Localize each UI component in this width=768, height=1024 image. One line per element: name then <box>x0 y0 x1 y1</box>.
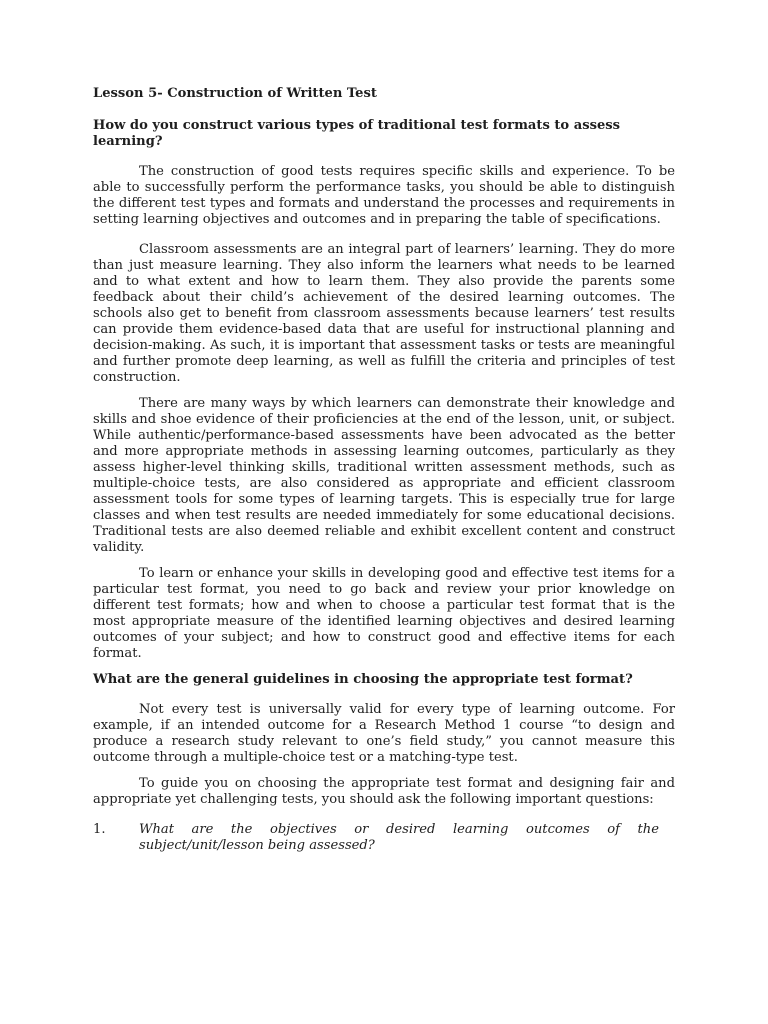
document-page <box>93 86 675 854</box>
list-item-text: What are the objectives or desired learning outcomes of the subject/unit/lesson being assessed? <box>139 822 659 853</box>
questions-list <box>93 822 675 854</box>
paragraph-ways-to-demonstrate: There are many ways by which learners can demonstrate their knowledge and skills and shoe evidence of their proficiencies at the end of the lesson, unit, or subject. While authentic/performance-based assessments have been advocated as the better and more appropriate methods in assessing learning outcomes, particularly as they assess higher-level thinking skills, traditional written assessment methods, such as multiple-choice tests, are also considered as appropriate and efficient classroom assessment tools for some types of learning targets. This is especially true for large classes and when test results are needed immediately for some educational decisions. Traditional tests are also deemed reliable and exhibit excellent content and construct validity. <box>93 396 675 555</box>
section-heading-construct: How do you construct various types of traditional test formats to assess learning? <box>93 118 621 149</box>
section-heading-guidelines: What are the general guidelines in choosing the appropriate test format? <box>93 672 633 687</box>
lesson-title: Lesson 5- Construction of Written Test <box>93 86 377 101</box>
list-item <box>93 822 675 854</box>
list-item-number: 1. <box>93 822 106 837</box>
paragraph-intro: The construction of good tests requires specific skills and experience. To be able to successfully perform the performance tasks, you should be able to distinguish the different test types and formats and understand the processes and requirements in setting learning objectives and outcomes and in preparing the table of specifications. <box>93 164 675 227</box>
paragraph-not-every-test: Not every test is universally valid for every type of learning outcome. For example, if an intended outcome for a Research Method 1 course “to design and produce a research study relevant to one’s field study,” you cannot measure this outcome through a multiple-choice test or a matching-type test. <box>93 702 675 765</box>
paragraph-enhance-skills: To learn or enhance your skills in developing good and effective test items for a particular test format, you need to go back and review your prior knowledge on different test formats; how and when to choose a particular test format that is the most appropriate measure of the identified learning objectives and desired learning outcomes of your subject; and how to construct good and effective items for each format. <box>93 566 675 661</box>
paragraph-classroom-assessments: Classroom assessments are an integral part of learners’ learning. They do more than just measure learning. They also inform the learners what needs to be learned and to what extent and how to learn them. They also provide the parents some feedback about their child’s achievement of the desired learning outcomes. The schools also get to benefit from classroom assessments because learners’ test results can provide them evidence-based data that are useful for instructional planning and decision-making. As such, it is important that assessment tasks or tests are meaningful and further promote deep learning, as well as fulfill the criteria and principles of test construction. <box>93 242 675 385</box>
paragraph-guide-you: To guide you on choosing the appropriate test format and designing fair and appropriate yet challenging tests, you should ask the following important questions: <box>93 776 675 807</box>
